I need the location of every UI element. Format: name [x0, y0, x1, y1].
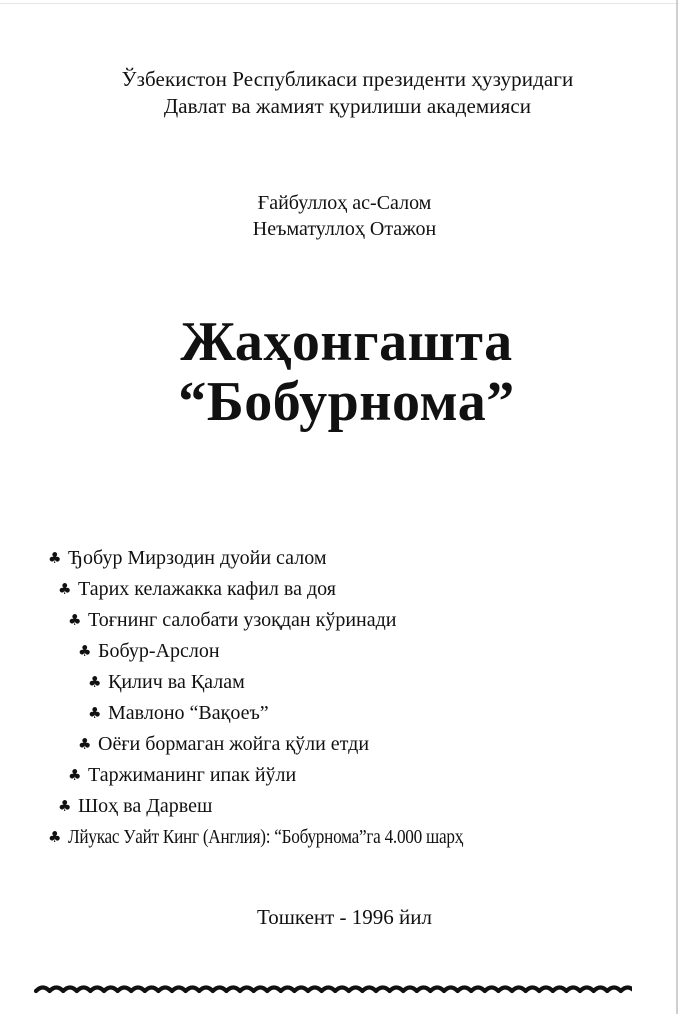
contents-item [0, 605, 679, 636]
contents-item-label: Шоҳ ва Дарвеш [78, 795, 213, 817]
club-suit-icon: ♣ [78, 642, 92, 660]
contents-item [0, 760, 679, 791]
contents-item [0, 698, 679, 729]
contents-item-label: Мавлоно “Вақоеъ” [108, 702, 269, 724]
contents-item [0, 822, 679, 853]
contents-item [0, 636, 679, 667]
club-suit-icon: ♣ [68, 611, 82, 629]
club-suit-icon: ♣ [88, 673, 102, 691]
club-suit-icon: ♣ [68, 766, 82, 784]
book-title [0, 312, 679, 432]
contents-item [0, 574, 679, 605]
contents-item-label: Лйукас Уайт Кинг (Англия): “Бобурнома”га 4.000 шарҳ [68, 826, 464, 848]
author-1: Ғайбуллоҳ ас-Салом [257, 192, 432, 214]
contents-item-label: Оёғи бормаган жойга қўли етди [98, 733, 370, 755]
top-edge-rule [0, 3, 679, 4]
club-suit-icon: ♣ [78, 735, 92, 753]
contents-item [0, 791, 679, 822]
right-edge-rule [676, 0, 678, 1014]
wavy-divider-icon [34, 982, 632, 998]
contents-item-label: Қилич ва Қалам [108, 671, 245, 693]
contents-item-label: Бобур-Арслон [98, 640, 220, 662]
contents-item-label: Ђобур Мирзодин дуойи салом [68, 547, 327, 569]
institution-heading [0, 66, 679, 120]
contents-item-label: Тарих келажакка кафил ва доя [78, 578, 336, 600]
place-and-year [0, 903, 679, 931]
contents-item [0, 729, 679, 760]
book-title-line-1: Жаҳонгашта [180, 311, 513, 373]
institution-line-2: Давлат ва жамият қурилиши академияси [163, 94, 532, 118]
contents-item [0, 667, 679, 698]
club-suit-icon: ♣ [58, 580, 72, 598]
club-suit-icon: ♣ [88, 704, 102, 722]
contents-item [0, 543, 679, 574]
club-suit-icon: ♣ [58, 797, 72, 815]
book-title-line-2: “Бобурнома” [178, 371, 515, 433]
club-suit-icon: ♣ [48, 549, 62, 567]
contents-list [0, 543, 679, 853]
contents-item-label: Таржиманинг ипак йўли [88, 764, 297, 786]
institution-line-1: Ўзбекистон Республикаси президенти ҳузуридаги [121, 67, 574, 91]
contents-item-label: Тоғнинг салобати узоқдан кўринади [88, 609, 397, 631]
club-suit-icon: ♣ [48, 828, 62, 846]
authors-block [0, 190, 679, 242]
author-2: Неъматуллоҳ Отажон [252, 218, 437, 240]
place-year-text: Тошкент - 1996 йил [256, 905, 433, 929]
